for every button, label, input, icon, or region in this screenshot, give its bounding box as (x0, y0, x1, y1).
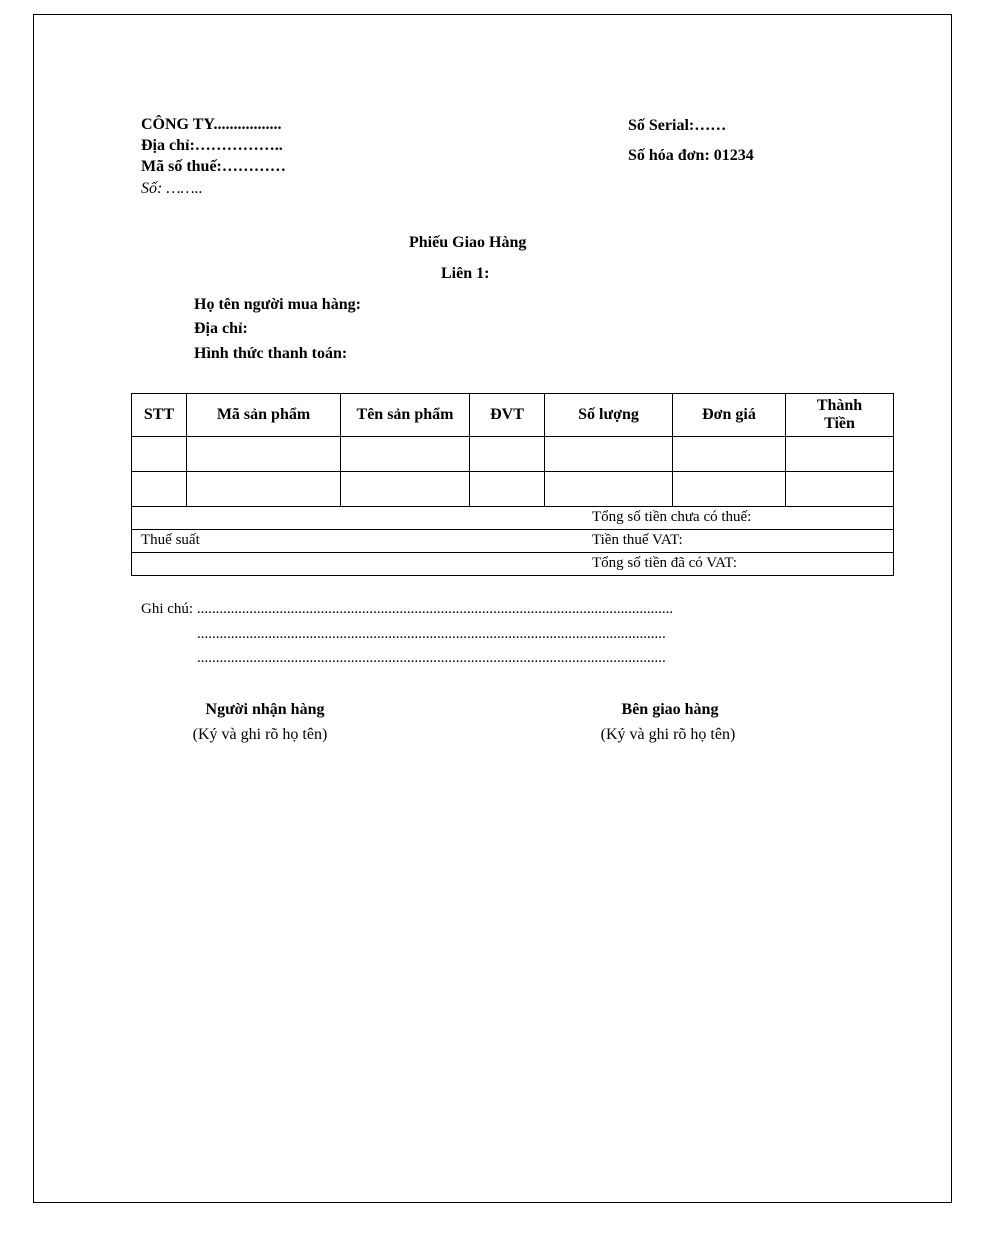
buyer-name-label: Họ tên người mua hàng: (194, 296, 361, 313)
notes-line: ............................................................................................................................. (197, 626, 666, 642)
table-cell[interactable] (786, 437, 894, 472)
col-header-stt: STT (132, 394, 187, 437)
col-header-unit: ĐVT (470, 394, 545, 437)
table-cell[interactable] (132, 472, 187, 507)
deliverer-signature-hint: (Ký và ghi rõ họ tên) (600, 726, 736, 743)
invoice-number: Số hóa đơn: 01234 (628, 147, 754, 164)
col-header-product-name: Tên sản phẩm (341, 394, 470, 437)
col-header-product-code: Mã sản phẩm (187, 394, 341, 437)
table-cell[interactable] (470, 472, 545, 507)
payment-method-label: Hình thức thanh toán: (194, 345, 348, 362)
document-title: Phiếu Giao Hàng (409, 234, 527, 251)
total-row (132, 553, 894, 576)
vat-amount-label: Tiền thuế VAT: (592, 532, 683, 548)
total-label: Tổng số tiền đã có VAT: (592, 555, 737, 571)
table-cell[interactable] (341, 472, 470, 507)
subtotal-row (132, 507, 894, 530)
buyer-address-label: Địa chỉ: (194, 320, 248, 337)
table-cell[interactable] (470, 437, 545, 472)
table-cell[interactable] (673, 437, 786, 472)
tax-rate-label: Thuế suất (141, 532, 200, 548)
company-address: Địa chỉ:…………….. (141, 137, 283, 154)
receiver-signature-hint: (Ký và ghi rõ họ tên) (192, 726, 328, 743)
receiver-signature-title: Người nhận hàng (205, 701, 325, 718)
table-cell[interactable] (673, 472, 786, 507)
notes-line: ............................................................................................................................. (197, 650, 666, 666)
table-row (132, 472, 894, 507)
col-header-unit-price: Đơn giá (673, 394, 786, 437)
document-number: Số: …….. (141, 180, 203, 197)
table-cell[interactable] (187, 472, 341, 507)
table-cell[interactable] (187, 437, 341, 472)
serial-number: Số Serial:…… (628, 117, 727, 134)
items-table (131, 393, 894, 576)
company-tax-code: Mã số thuế:………… (141, 158, 286, 175)
table-cell[interactable] (545, 472, 673, 507)
subtotal-label: Tổng số tiền chưa có thuế: (592, 509, 752, 525)
table-cell[interactable] (341, 437, 470, 472)
col-header-quantity: Số lượng (545, 394, 673, 437)
table-row (132, 437, 894, 472)
deliverer-signature-title: Bên giao hàng (621, 701, 719, 718)
table-cell[interactable] (545, 437, 673, 472)
company-name: CÔNG TY................. (141, 116, 282, 133)
notes-label: Ghi chú: ............................................................................................................................... (141, 601, 674, 617)
table-cell[interactable] (132, 437, 187, 472)
vat-row (132, 530, 894, 553)
copy-label: Liên 1: (441, 265, 490, 282)
col-header-amount: Thành Tiền (786, 394, 894, 437)
table-cell[interactable] (786, 472, 894, 507)
table-header-row (132, 394, 894, 437)
